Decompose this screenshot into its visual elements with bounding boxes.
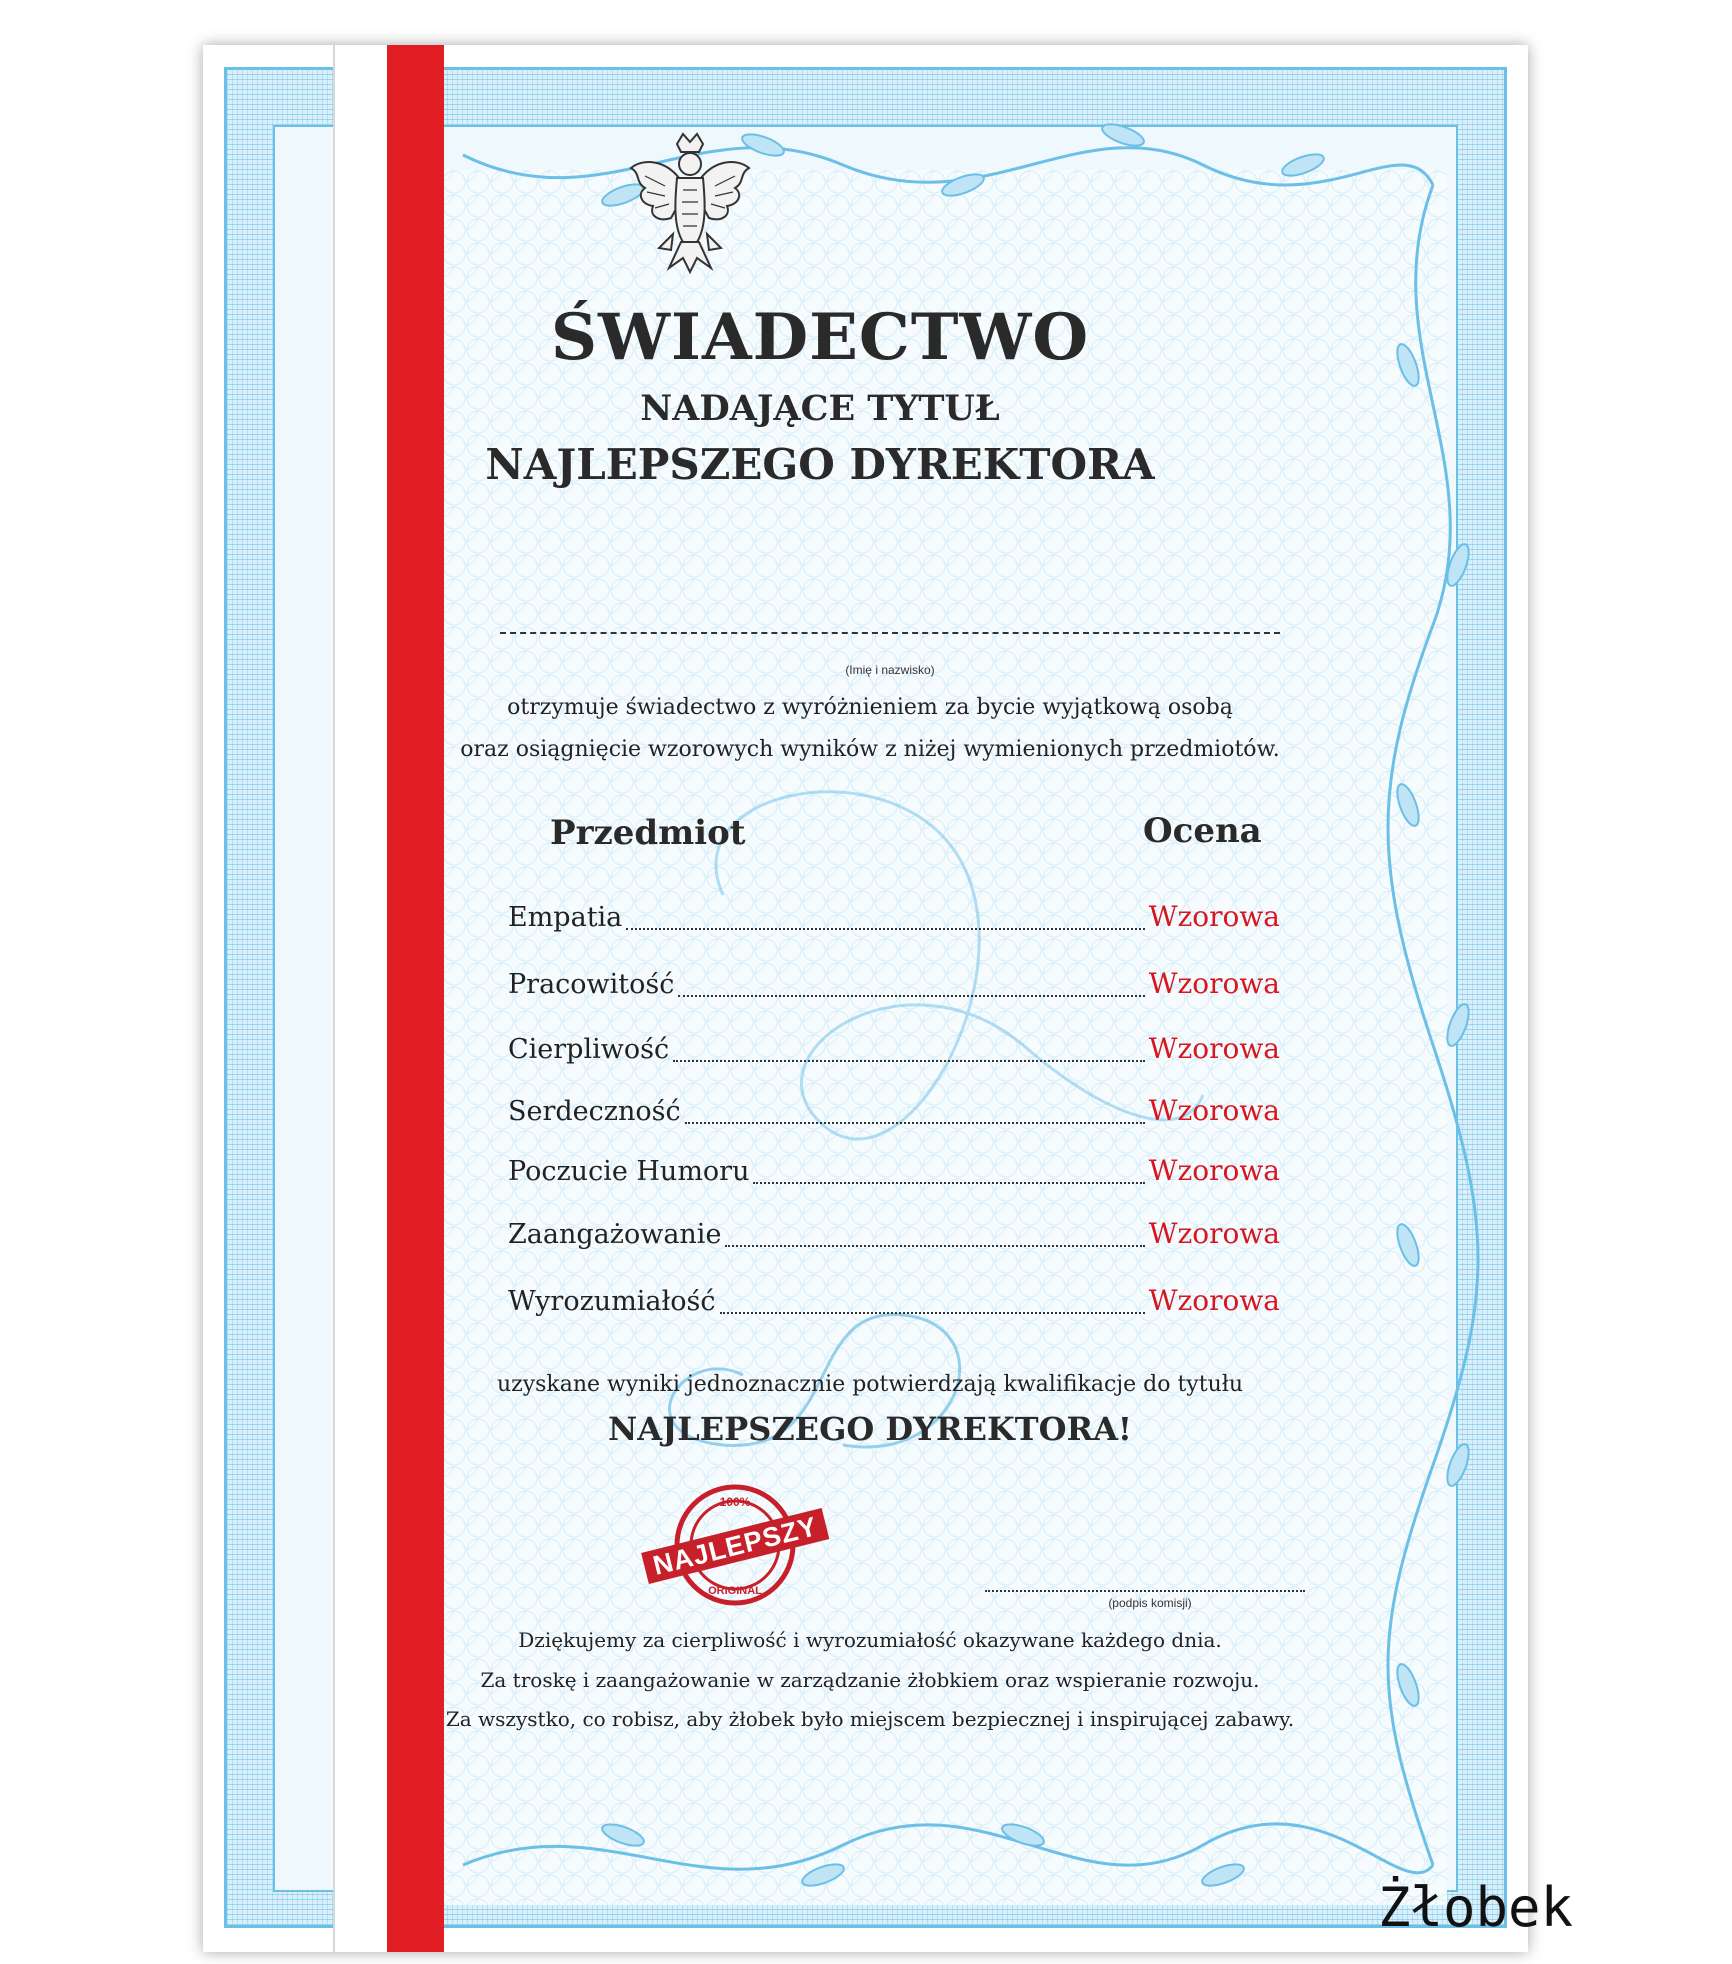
stamp-top-text: 100% [719, 1495, 751, 1509]
subject-column-header: Przedmiot [550, 813, 746, 853]
signature-caption: (podpis komisji) [1108, 1596, 1192, 1610]
grade-row [508, 967, 1280, 1007]
grade-row [508, 900, 1280, 940]
stamp-bottom-text: ORIGINAL [708, 1585, 762, 1597]
dotted-leader [720, 1311, 1145, 1314]
brand-label: Żłobek [1378, 1876, 1574, 1939]
subject-label: Wyrozumiałość [508, 1286, 716, 1317]
name-field-line [500, 632, 1280, 634]
flag-white-stripe [333, 45, 390, 1952]
subject-label: Pracowitość [508, 969, 675, 1000]
name-caption: (Imię i nazwisko) [845, 663, 935, 677]
grade-value: Wzorowa [1148, 1217, 1280, 1250]
grade-value: Wzorowa [1148, 900, 1280, 933]
subject-label: Poczucie Humoru [508, 1156, 750, 1187]
subject-label: Cierpliwość [508, 1034, 670, 1065]
najlepszy-stamp-icon [640, 1480, 830, 1610]
dotted-leader [725, 1244, 1144, 1247]
dotted-leader [685, 1121, 1145, 1124]
dotted-leader [753, 1181, 1144, 1184]
dotted-leader [626, 927, 1144, 930]
thanks-line-1: Dziękujemy za cierpliwość i wyrozumiałość okazywane każdego dnia. [518, 1628, 1222, 1652]
intro-line-1: otrzymuje świadectwo z wyróżnieniem za bycie wyjątkową osobą [507, 695, 1233, 720]
intro-line-2: oraz osiągnięcie wzorowych wyników z niżej wymienionych przedmiotów. [460, 737, 1280, 762]
grade-row [508, 1154, 1280, 1194]
thanks-line-2: Za troskę i zaangażowanie w zarządzanie żłobkiem oraz wspieranie rozwoju. [480, 1668, 1260, 1692]
subject-label: Empatia [508, 902, 623, 933]
grade-row [508, 1094, 1280, 1134]
certificate-subtitle-2: NAJLEPSZEGO DYREKTORA [485, 440, 1155, 489]
grade-row [508, 1032, 1280, 1072]
grade-value: Wzorowa [1148, 1284, 1280, 1317]
thanks-line-3: Za wszystko, co robisz, aby żłobek było miejscem bezpiecznej i inspirującej zabawy. [445, 1707, 1295, 1731]
certificate-title: ŚWIADECTWO [550, 300, 1090, 375]
grade-column-header: Ocena [1143, 811, 1262, 851]
flag-red-stripe [387, 45, 444, 1952]
signature-line [985, 1590, 1305, 1592]
dotted-leader [678, 994, 1144, 997]
subject-label: Serdeczność [508, 1096, 681, 1127]
polish-eagle-emblem-icon [625, 130, 755, 280]
stamp-center-text: NAJLEPSZY [650, 1511, 821, 1581]
grade-value: Wzorowa [1148, 1032, 1280, 1065]
closing-line-1: uzyskane wyniki jednoznacznie potwierdzają kwalifikacje do tytułu [496, 1372, 1244, 1397]
grade-value: Wzorowa [1148, 967, 1280, 1000]
grade-value: Wzorowa [1148, 1154, 1280, 1187]
certificate-subtitle-1: NADAJĄCE TYTUŁ [640, 388, 1000, 429]
grade-value: Wzorowa [1148, 1094, 1280, 1127]
grade-row [508, 1284, 1280, 1324]
subject-label: Zaangażowanie [508, 1219, 722, 1250]
closing-line-2: NAJLEPSZEGO DYREKTORA! [608, 1410, 1132, 1448]
dotted-leader [673, 1059, 1145, 1062]
grade-row [508, 1217, 1280, 1257]
